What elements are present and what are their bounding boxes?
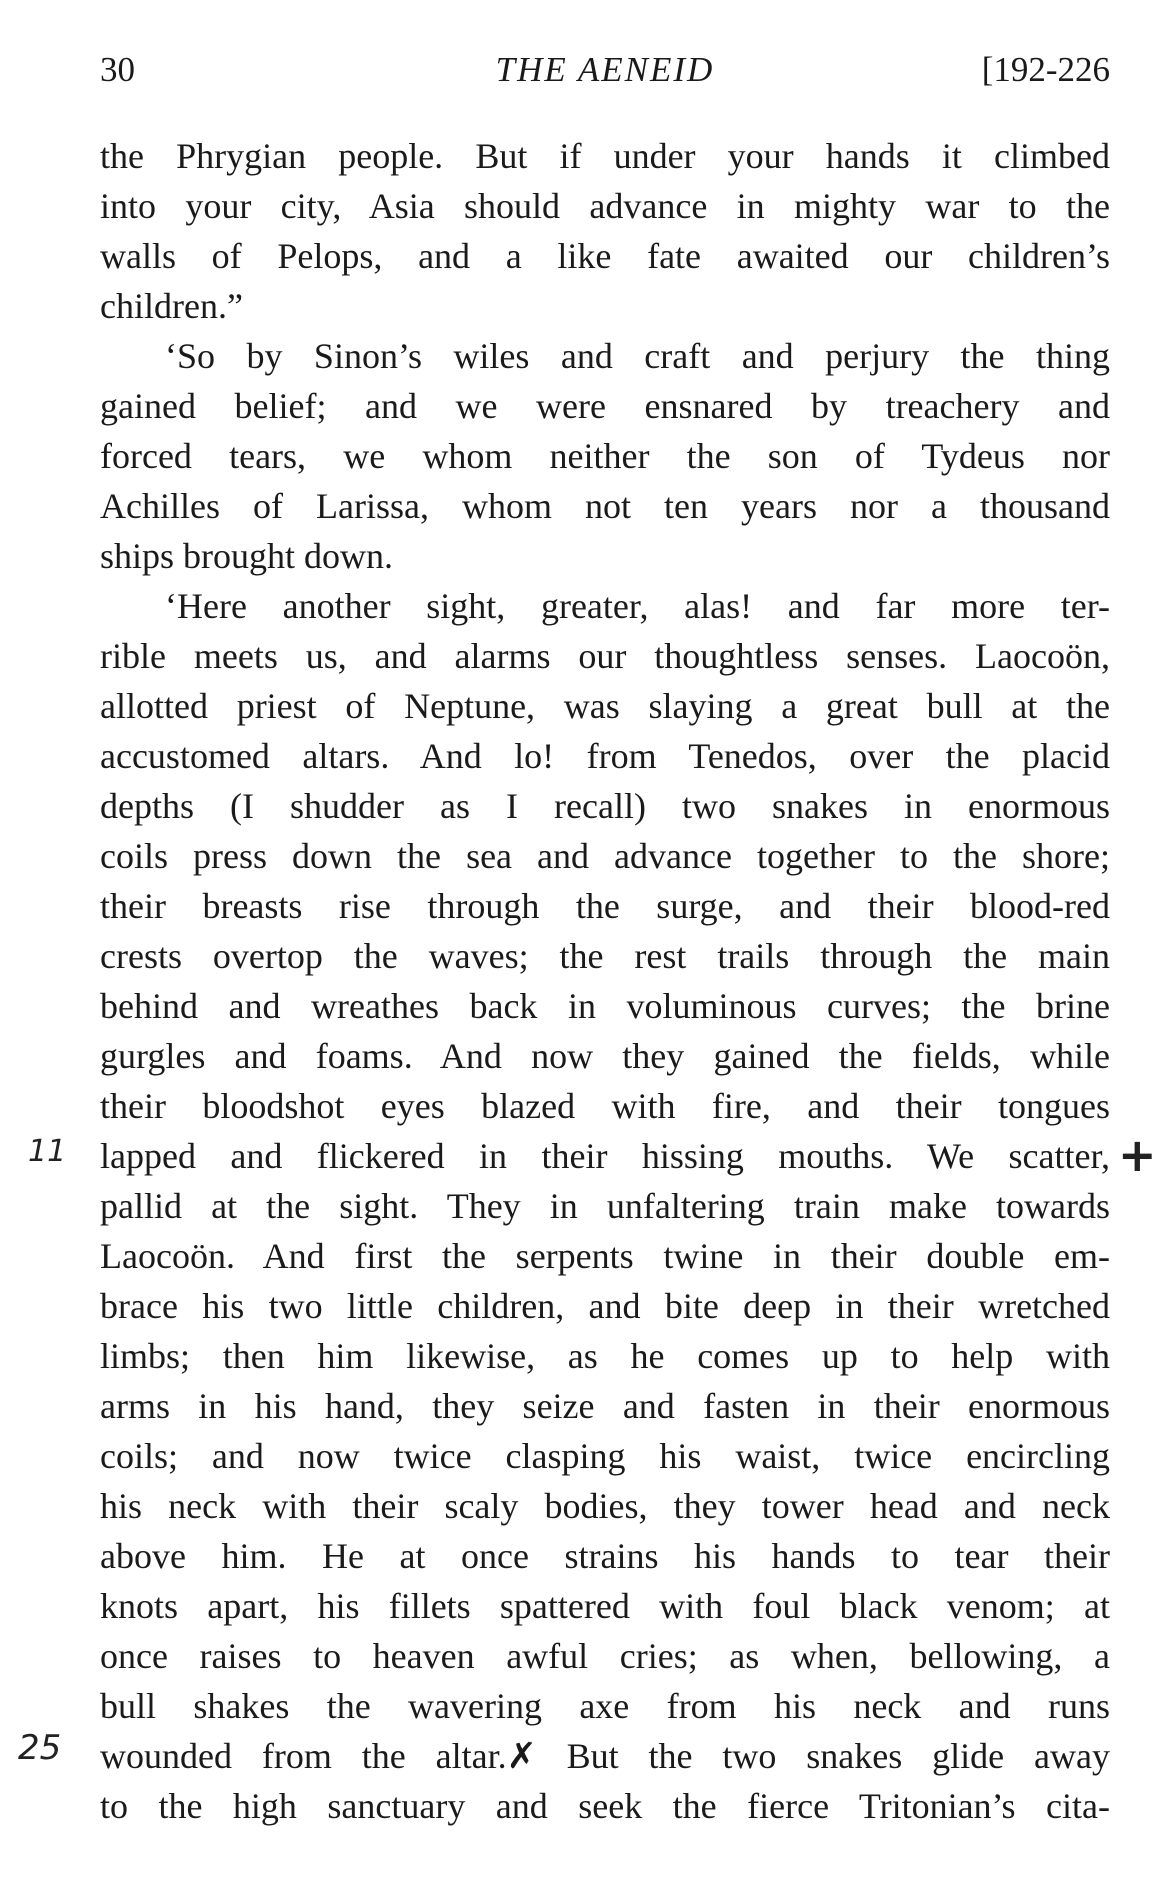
text-line: depths (I shudder as I recall) two snakes in enormous (100, 786, 1110, 826)
text-line: behind and wreathes back in voluminous curves; the brine (100, 986, 1110, 1026)
text-line: pallid at the sight. They in unfaltering train make towards (100, 1186, 1110, 1226)
text-line: gained belief; and we were ensnared by treachery and (100, 386, 1110, 426)
text-line: accustomed altars. And lo! from Tenedos, over the placid (100, 736, 1110, 776)
page-header (100, 50, 1110, 110)
text-line: their breasts rise through the surge, and their blood-red (100, 886, 1110, 926)
text-line: limbs; then him likewise, as he comes up to help with (100, 1336, 1110, 1376)
text-line: crests overtop the waves; the rest trails through the main (100, 936, 1110, 976)
text-line: his neck with their scaly bodies, they tower head and neck (100, 1486, 1110, 1526)
text-line: ‘So by Sinon’s wiles and craft and perjury the thing (165, 336, 1110, 376)
text-line: bull shakes the wavering axe from his neck and runs (100, 1686, 1110, 1726)
page-number: 30 (100, 50, 135, 89)
text-line: children.” (100, 286, 243, 326)
text-line: forced tears, we whom neither the son of Tydeus nor (100, 436, 1110, 476)
text-line: walls of Pelops, and a like fate awaited our children’s (100, 236, 1110, 276)
text-line: lapped and flickered in their hissing mouths. We scatter, (100, 1136, 1110, 1176)
text-line: brace his two little children, and bite deep in their wretched (100, 1286, 1110, 1326)
text-line: coils; and now twice clasping his waist, twice encircling (100, 1436, 1110, 1476)
text-line: into your city, Asia should advance in mighty war to the (100, 186, 1110, 226)
body-text (100, 131, 1110, 1831)
text-line: to the high sanctuary and seek the fierce Tritonian’s cita- (100, 1786, 1110, 1826)
text-line: arms in his hand, they seize and fasten in their enormous (100, 1386, 1110, 1426)
text-line: once raises to heaven awful cries; as when, bellowing, a (100, 1636, 1110, 1676)
text-line: knots apart, his fillets spattered with foul black venom; at (100, 1586, 1110, 1626)
text-line: ‘Here another sight, greater, alas! and far more ter- (165, 586, 1110, 626)
text-line: Achilles of Larissa, whom not ten years nor a thousand (100, 486, 1110, 526)
text-line: wounded from the altar.✗ But the two snakes glide away (100, 1736, 1110, 1776)
margin-note-cross: + (1118, 1128, 1157, 1182)
running-title: THE AENEID (495, 50, 715, 89)
text-line: above him. He at once strains his hands to tear their (100, 1536, 1110, 1576)
text-line: their bloodshot eyes blazed with fire, and their tongues (100, 1086, 1110, 1126)
margin-note-line-25: 25 (18, 1728, 62, 1768)
text-line: rible meets us, and alarms our thoughtless senses. Laocoön, (100, 636, 1110, 676)
text-line: ships brought down. (100, 536, 394, 576)
text-line: allotted priest of Neptune, was slaying a great bull at the (100, 686, 1110, 726)
text-line: Laocoön. And first the serpents twine in their double em- (100, 1236, 1110, 1276)
line-range: [192-226 (981, 50, 1110, 89)
margin-note-line-11: 11 (28, 1134, 67, 1169)
text-line: the Phrygian people. But if under your hands it climbed (100, 136, 1110, 176)
text-line: gurgles and foams. And now they gained the fields, while (100, 1036, 1110, 1076)
text-line: coils press down the sea and advance together to the shore; (100, 836, 1110, 876)
